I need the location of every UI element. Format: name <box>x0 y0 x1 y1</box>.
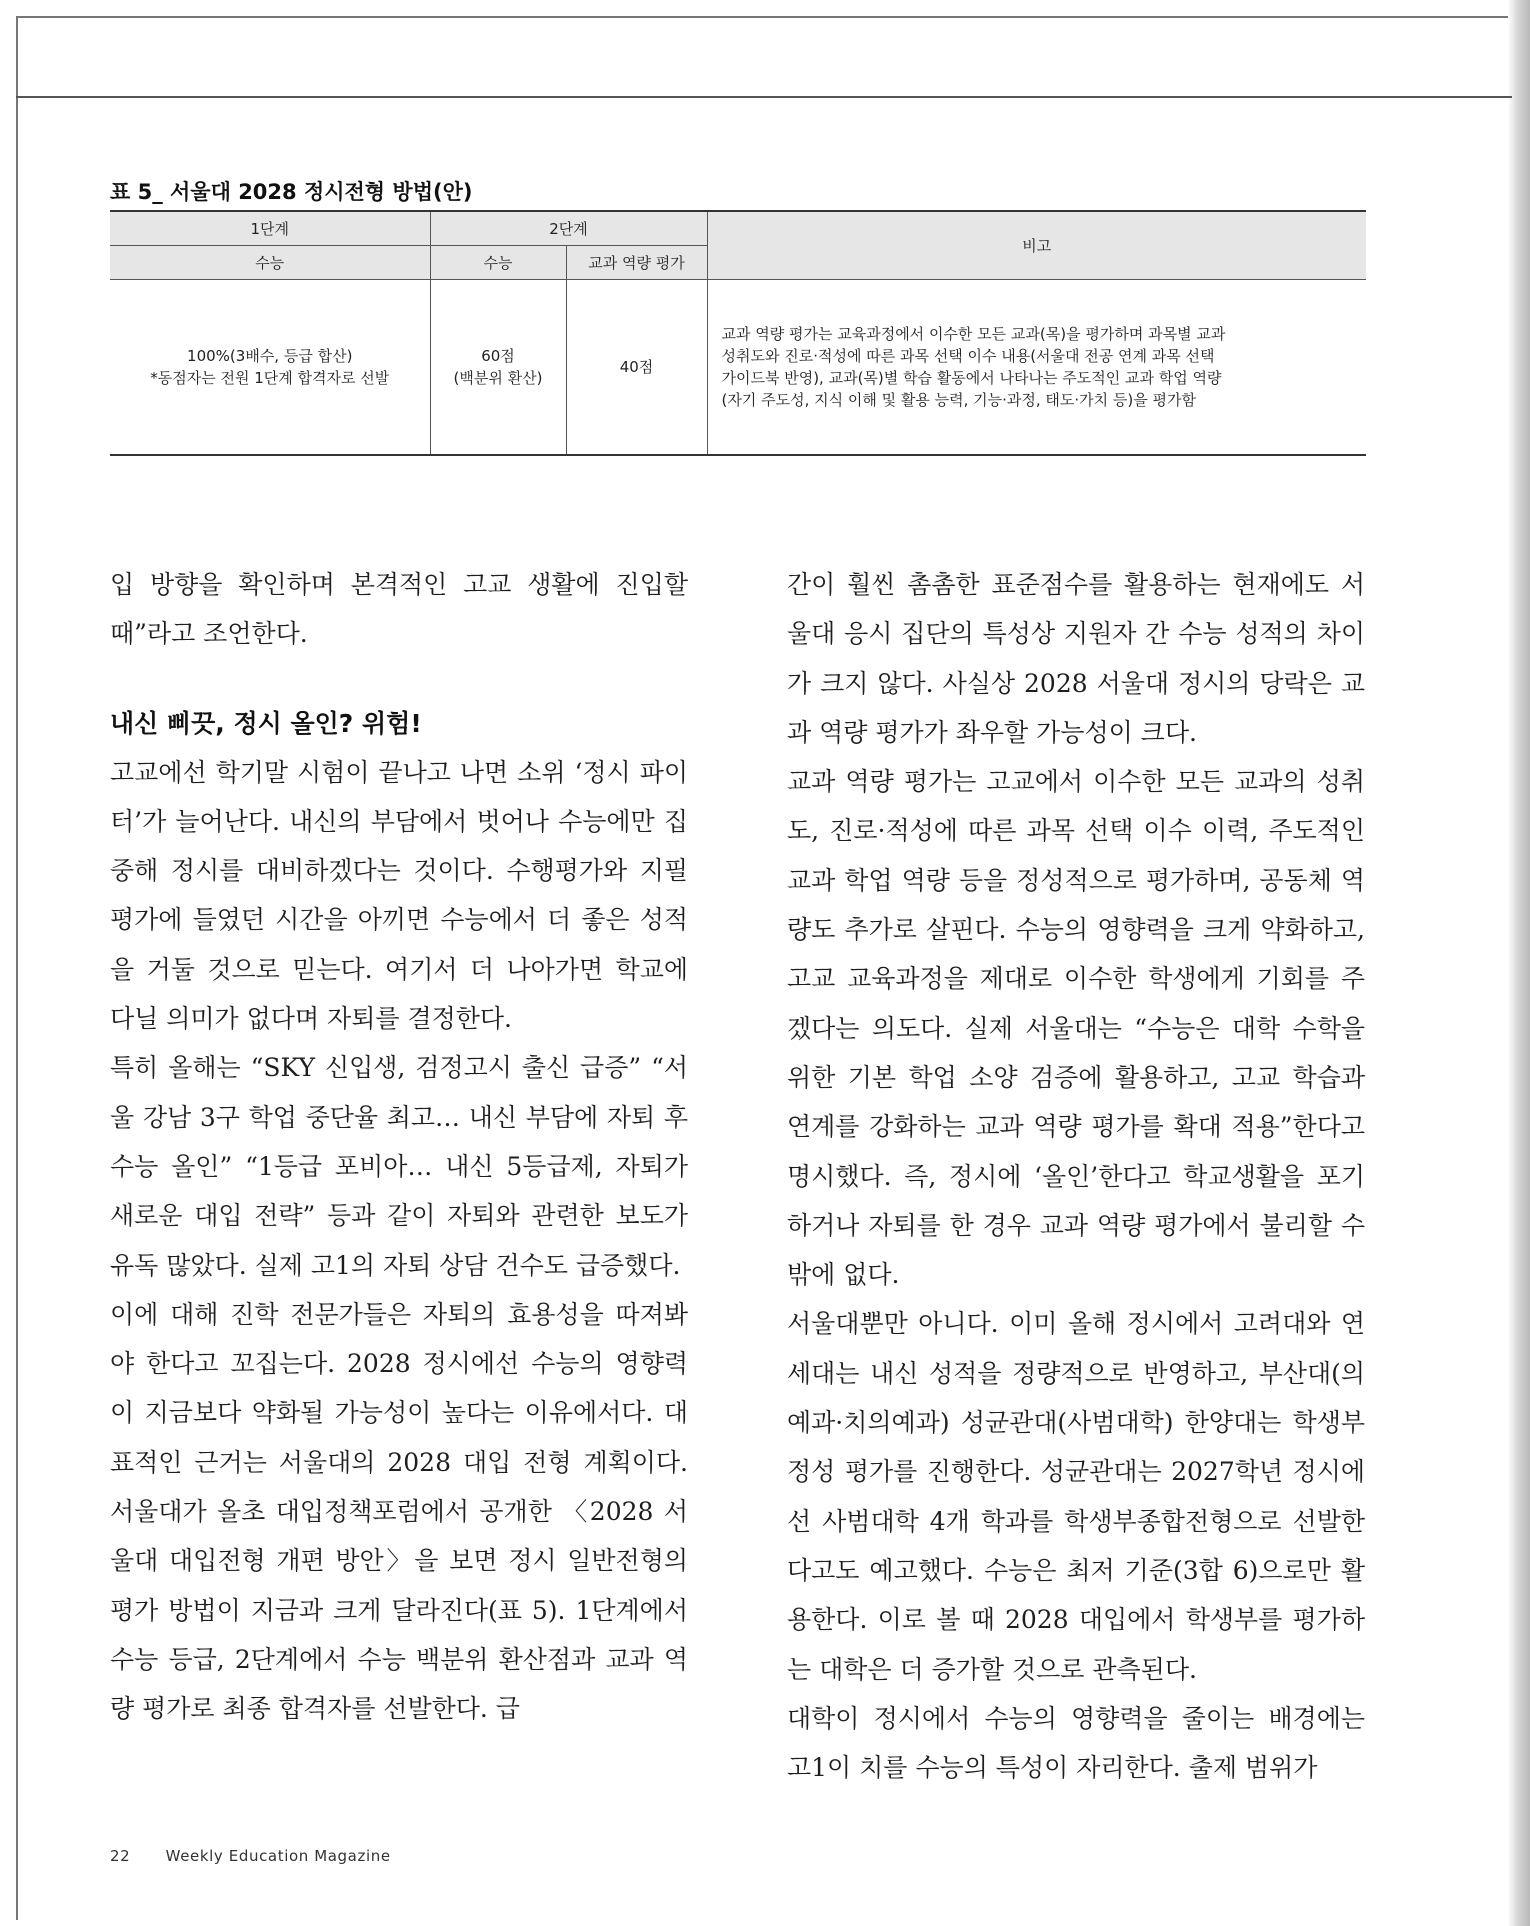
admission-method-table <box>110 210 1366 456</box>
note-line: (자기 주도성, 지식 이해 및 활용 능력, 기능·과정, 태도·가치 등)을 평가함 <box>721 391 1196 409</box>
note-line: 가이드북 반영), 교과(목)별 학습 활동에서 나타나는 주도적인 교과 학업 역량 <box>721 369 1222 387</box>
cell-note <box>707 280 1366 456</box>
header-rule <box>16 96 1512 98</box>
left-column <box>110 560 688 1734</box>
right-paragraph-1: 간이 훨씬 촘촘한 표준점수를 활용하는 현재에도 서울대 응시 집단의 특성상 지원자 간 수능 성적의 차이가 크지 않다. 사실상 2028 서울대 정시의 당락은 교과 역량 평가가 좌우할 가능성이 크다. <box>787 570 1365 747</box>
header-stage2: 2단계 <box>430 211 707 246</box>
right-column <box>787 560 1365 1792</box>
left-paragraph-intro: 입 방향을 확인하며 본격적인 고교 생활에 진입할 때”라고 조언한다. <box>110 570 688 649</box>
cell-stage2-suneung-line1: 60점 <box>481 347 515 365</box>
page-number: 22 <box>110 1847 131 1865</box>
cell-stage2-suneung <box>430 280 566 456</box>
cell-stage2-suneung-line2: (백분위 환산) <box>453 369 543 387</box>
cell-stage2-competency: 40점 <box>566 280 707 456</box>
note-line: 교과 역량 평가는 교육과정에서 이수한 모든 교과(목)을 평가하며 과목별 교과 <box>721 325 1226 343</box>
left-paragraph-2: 특히 올해는 “SKY 신입생, 검정고시 출신 급증” “서울 강남 3구 학업 중단율 최고… 내신 부담에 자퇴 후 수능 올인” “1등급 포비아… 내신 5등급제, 자퇴가 새로운 대입 전략” 등과 같이 자퇴와 관련한 보도가 유독 많았다. 실제 고1의 자퇴 상담 건수도 급증했다. <box>110 1053 688 1280</box>
subheader-stage1-suneung: 수능 <box>110 246 430 280</box>
left-paragraph-1: 고교에선 학기말 시험이 끝나고 나면 소위 ‘정시 파이터’가 늘어난다. 내신의 부담에서 벗어나 수능에만 집중해 정시를 대비하겠다는 것이다. 수행평가와 지필평가에 들였던 시간을 아끼면 수능에서 더 좋은 성적을 거둘 것으로 믿는다. 여기서 더 나아가면 학교에 다닐 의미가 없다며 자퇴를 결정한다. <box>110 757 688 1034</box>
page-footer <box>110 1847 391 1865</box>
table-title: 표 5_ 서울대 2028 정시전형 방법(안) <box>110 180 473 204</box>
header-stage1: 1단계 <box>110 211 430 246</box>
cell-stage1 <box>110 280 430 456</box>
section-heading: 내신 삐끗, 정시 올인? 위험! <box>110 708 422 738</box>
cell-stage1-line1: 100%(3배수, 등급 합산) <box>187 347 353 365</box>
page-edge-shadow <box>1508 0 1530 1926</box>
right-paragraph-3: 서울대뿐만 아니다. 이미 올해 정시에서 고려대와 연세대는 내신 성적을 정량적으로 반영하고, 부산대(의예과·치의예과) 성균관대(사범대학) 한양대는 학생부 정성 평가를 진행한다. 성균관대는 2027학년 정시에선 사범대학 4개 학과를 학생부종합전형으로 선발한다고도 예고했다. 수능은 최저 기준(3합 6)으로만 활용한다. 이로 볼 때 2028 대입에서 학생부를 평가하는 대학은 더 증가할 것으로 관측된다. <box>787 1309 1365 1684</box>
right-paragraph-2: 교과 역량 평가는 고교에서 이수한 모든 교과의 성취도, 진로·적성에 따른 과목 선택 이수 이력, 주도적인 교과 학업 역량 등을 정성적으로 평가하며, 공동체 역량도 추가로 살핀다. 수능의 영향력을 크게 약화하고, 고교 교육과정을 제대로 이수한 학생에게 기회를 주겠다는 의도다. 실제 서울대는 “수능은 대학 수학을 위한 기본 학업 소양 검증에 활용하고, 고교 학습과 연계를 강화하는 교과 역량 평가를 확대 적용”한다고 명시했다. 즉, 정시에 ‘올인’한다고 학교생활을 포기하거나 자퇴를 한 경우 교과 역량 평가에서 불리할 수밖에 없다. <box>787 767 1365 1290</box>
left-paragraph-3: 이에 대해 진학 전문가들은 자퇴의 효용성을 따져봐야 한다고 꼬집는다. 2028 정시에선 수능의 영향력이 지금보다 약화될 가능성이 높다는 이유에서다. 대표적인 근거는 서울대의 2028 대입 전형 계획이다. 서울대가 올초 대입정책포럼에서 공개한 〈2028 서울대 대입전형 개편 방안〉을 보면 정시 일반전형의 평가 방법이 지금과 크게 달라진다(표 5). 1단계에서 수능 등급, 2단계에서 수능 백분위 환산점과 교과 역량 평가로 최종 합격자를 선발한다. 급 <box>110 1299 688 1724</box>
right-paragraph-4: 대학이 정시에서 수능의 영향력을 줄이는 배경에는 고1이 치를 수능의 특성이 자리한다. 출제 범위가 <box>787 1703 1365 1783</box>
magazine-name: Weekly Education Magazine <box>165 1847 391 1865</box>
subheader-stage2-suneung: 수능 <box>430 246 566 280</box>
note-line: 성취도와 진로·적성에 따른 과목 선택 이수 내용(서울대 전공 연계 과목 선택 <box>721 347 1215 365</box>
header-note: 비고 <box>707 211 1366 280</box>
subheader-stage2-competency: 교과 역량 평가 <box>566 246 707 280</box>
cell-stage1-line2: *동점자는 전원 1단계 합격자로 선발 <box>150 369 390 387</box>
